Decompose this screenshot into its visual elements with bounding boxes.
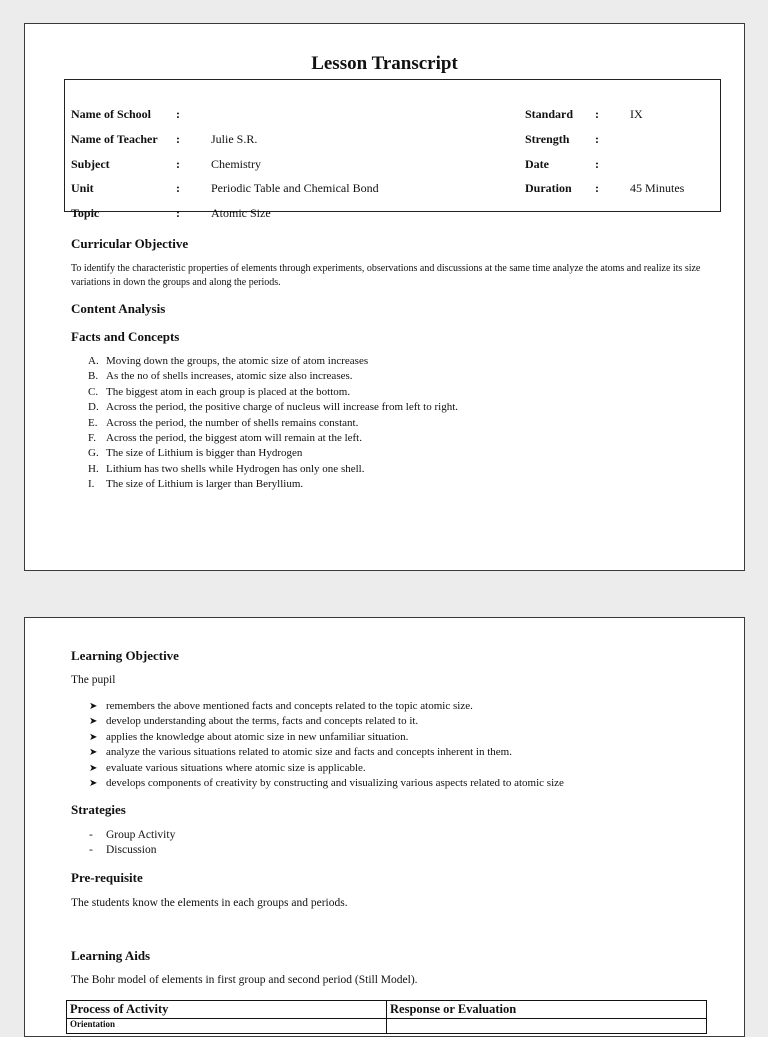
objectives-list bbox=[71, 699, 564, 791]
list-text: Group Activity bbox=[106, 829, 176, 841]
column-header-response: Response or Evaluation bbox=[387, 1001, 707, 1019]
document-page-2 bbox=[24, 617, 745, 1037]
info-colon: : bbox=[595, 181, 599, 195]
list-item bbox=[71, 354, 458, 369]
list-text: The biggest atom in each group is placed at the bottom. bbox=[106, 385, 351, 398]
info-row bbox=[65, 132, 720, 150]
info-colon: : bbox=[595, 157, 599, 171]
info-colon: : bbox=[176, 206, 180, 220]
info-label: Subject bbox=[71, 157, 110, 171]
column-header-process: Process of Activity bbox=[67, 1001, 387, 1019]
info-row bbox=[65, 157, 720, 175]
list-marker: A. bbox=[88, 355, 99, 367]
section-heading-facts: Facts and Concepts bbox=[71, 329, 180, 344]
list-text: Across the period, the biggest atom will remain at the left. bbox=[106, 432, 362, 445]
list-text: As the no of shells increases, atomic size also increases. bbox=[106, 370, 353, 383]
info-label: Name of School bbox=[71, 107, 151, 121]
strategies-list bbox=[71, 828, 175, 859]
document-page-1 bbox=[24, 23, 745, 571]
section-heading-learning: Learning Objective bbox=[71, 648, 179, 663]
list-item bbox=[71, 843, 175, 858]
info-row bbox=[65, 181, 720, 199]
list-text: The size of Lithium is larger than Beryllium. bbox=[106, 478, 304, 491]
section-heading-aids: Learning Aids bbox=[71, 948, 151, 963]
list-item bbox=[71, 477, 458, 492]
info-label: Unit bbox=[71, 181, 94, 195]
dash-bullet: - bbox=[89, 829, 93, 841]
arrow-bullet-icon: ➤ bbox=[89, 778, 98, 790]
list-text: The size of Lithium is bigger than Hydrogen bbox=[106, 447, 303, 460]
list-text: Across the period, the positive charge of nucleus will increase from left to right. bbox=[106, 401, 458, 414]
info-colon: : bbox=[176, 107, 180, 121]
list-marker: G. bbox=[88, 447, 99, 460]
table-header-row bbox=[67, 1001, 707, 1019]
info-label: Name of Teacher bbox=[71, 132, 158, 146]
section-heading-content: Content Analysis bbox=[71, 301, 166, 316]
dash-bullet: - bbox=[89, 844, 93, 857]
list-text: Moving down the groups, the atomic size of atom increases bbox=[106, 355, 369, 367]
list-item bbox=[71, 745, 564, 760]
list-text: Lithium has two shells while Hydrogen has only one shell. bbox=[106, 462, 365, 475]
page-title: Lesson Transcript bbox=[311, 53, 458, 74]
info-value: Chemistry bbox=[211, 157, 261, 171]
list-item bbox=[71, 761, 564, 776]
info-value: Julie S.R. bbox=[211, 132, 258, 146]
info-value: 45 Minutes bbox=[630, 181, 685, 195]
list-item bbox=[71, 730, 564, 745]
info-row bbox=[65, 107, 720, 125]
list-text: evaluate various situations where atomic size is applicable. bbox=[106, 761, 366, 774]
list-text: applies the knowledge about atomic size in new unfamiliar situation. bbox=[106, 730, 409, 743]
aids-text: The Bohr model of elements in first group and second period (Still Model). bbox=[71, 974, 418, 986]
info-label: Duration bbox=[525, 181, 572, 195]
info-label: Strength bbox=[525, 132, 570, 146]
list-marker: H. bbox=[88, 462, 99, 475]
info-label: Standard bbox=[525, 107, 574, 121]
arrow-bullet-icon: ➤ bbox=[89, 716, 98, 728]
info-colon: : bbox=[595, 107, 599, 121]
table-cell bbox=[387, 1019, 707, 1034]
list-marker: I. bbox=[88, 478, 95, 491]
list-text: develops components of creativity by constructing and visualizing various aspects related to atomic size bbox=[106, 777, 564, 790]
lesson-info-box bbox=[64, 79, 721, 220]
list-item bbox=[71, 699, 564, 714]
info-value: IX bbox=[630, 107, 643, 121]
info-label: Topic bbox=[71, 206, 100, 220]
list-text: Discussion bbox=[106, 844, 157, 857]
section-heading-strategies: Strategies bbox=[71, 802, 126, 817]
list-item bbox=[71, 446, 458, 461]
list-marker: B. bbox=[88, 370, 99, 383]
info-colon: : bbox=[595, 132, 599, 146]
table-row bbox=[67, 1019, 707, 1034]
list-item bbox=[71, 369, 458, 384]
info-value: Periodic Table and Chemical Bond bbox=[211, 181, 379, 195]
table-cell: Orientation bbox=[67, 1019, 387, 1034]
list-item bbox=[71, 462, 458, 477]
info-row bbox=[65, 206, 720, 224]
section-heading-prereq: Pre-requisite bbox=[71, 870, 143, 885]
list-marker: D. bbox=[88, 401, 99, 414]
arrow-bullet-icon: ➤ bbox=[89, 701, 98, 712]
list-item bbox=[71, 400, 458, 415]
arrow-bullet-icon: ➤ bbox=[89, 762, 98, 774]
arrow-bullet-icon: ➤ bbox=[89, 747, 98, 759]
info-label: Date bbox=[525, 157, 549, 171]
list-text: Across the period, the number of shells remains constant. bbox=[106, 416, 359, 429]
section-heading-curricular: Curricular Objective bbox=[71, 236, 189, 251]
list-item bbox=[71, 828, 175, 843]
learning-intro: The pupil bbox=[71, 674, 116, 686]
list-marker: F. bbox=[88, 432, 96, 445]
list-item bbox=[71, 431, 458, 446]
arrow-bullet-icon: ➤ bbox=[89, 731, 98, 743]
list-text: remembers the above mentioned facts and concepts related to the topic atomic size. bbox=[106, 700, 473, 712]
info-value: Atomic Size bbox=[211, 206, 271, 220]
list-item bbox=[71, 416, 458, 431]
curricular-text: To identify the characteristic properties of elements through experiments, observations and discussions at the same time analyze the atoms and realize its size variations in down the groups and along the periods. bbox=[71, 263, 701, 288]
info-colon: : bbox=[176, 181, 180, 195]
info-colon: : bbox=[176, 157, 180, 171]
list-text: analyze the various situations related to atomic size and facts and concepts inherent in them. bbox=[106, 746, 512, 759]
list-marker: C. bbox=[88, 385, 99, 398]
activity-table bbox=[66, 1000, 707, 1034]
info-colon: : bbox=[176, 132, 180, 146]
list-text: develop understanding about the terms, facts and concepts related to it. bbox=[106, 715, 419, 728]
list-item bbox=[71, 714, 564, 729]
facts-list bbox=[71, 354, 458, 493]
list-item bbox=[71, 776, 564, 791]
list-marker: E. bbox=[88, 416, 98, 429]
list-item bbox=[71, 385, 458, 400]
prereq-text: The students know the elements in each groups and periods. bbox=[71, 897, 348, 909]
